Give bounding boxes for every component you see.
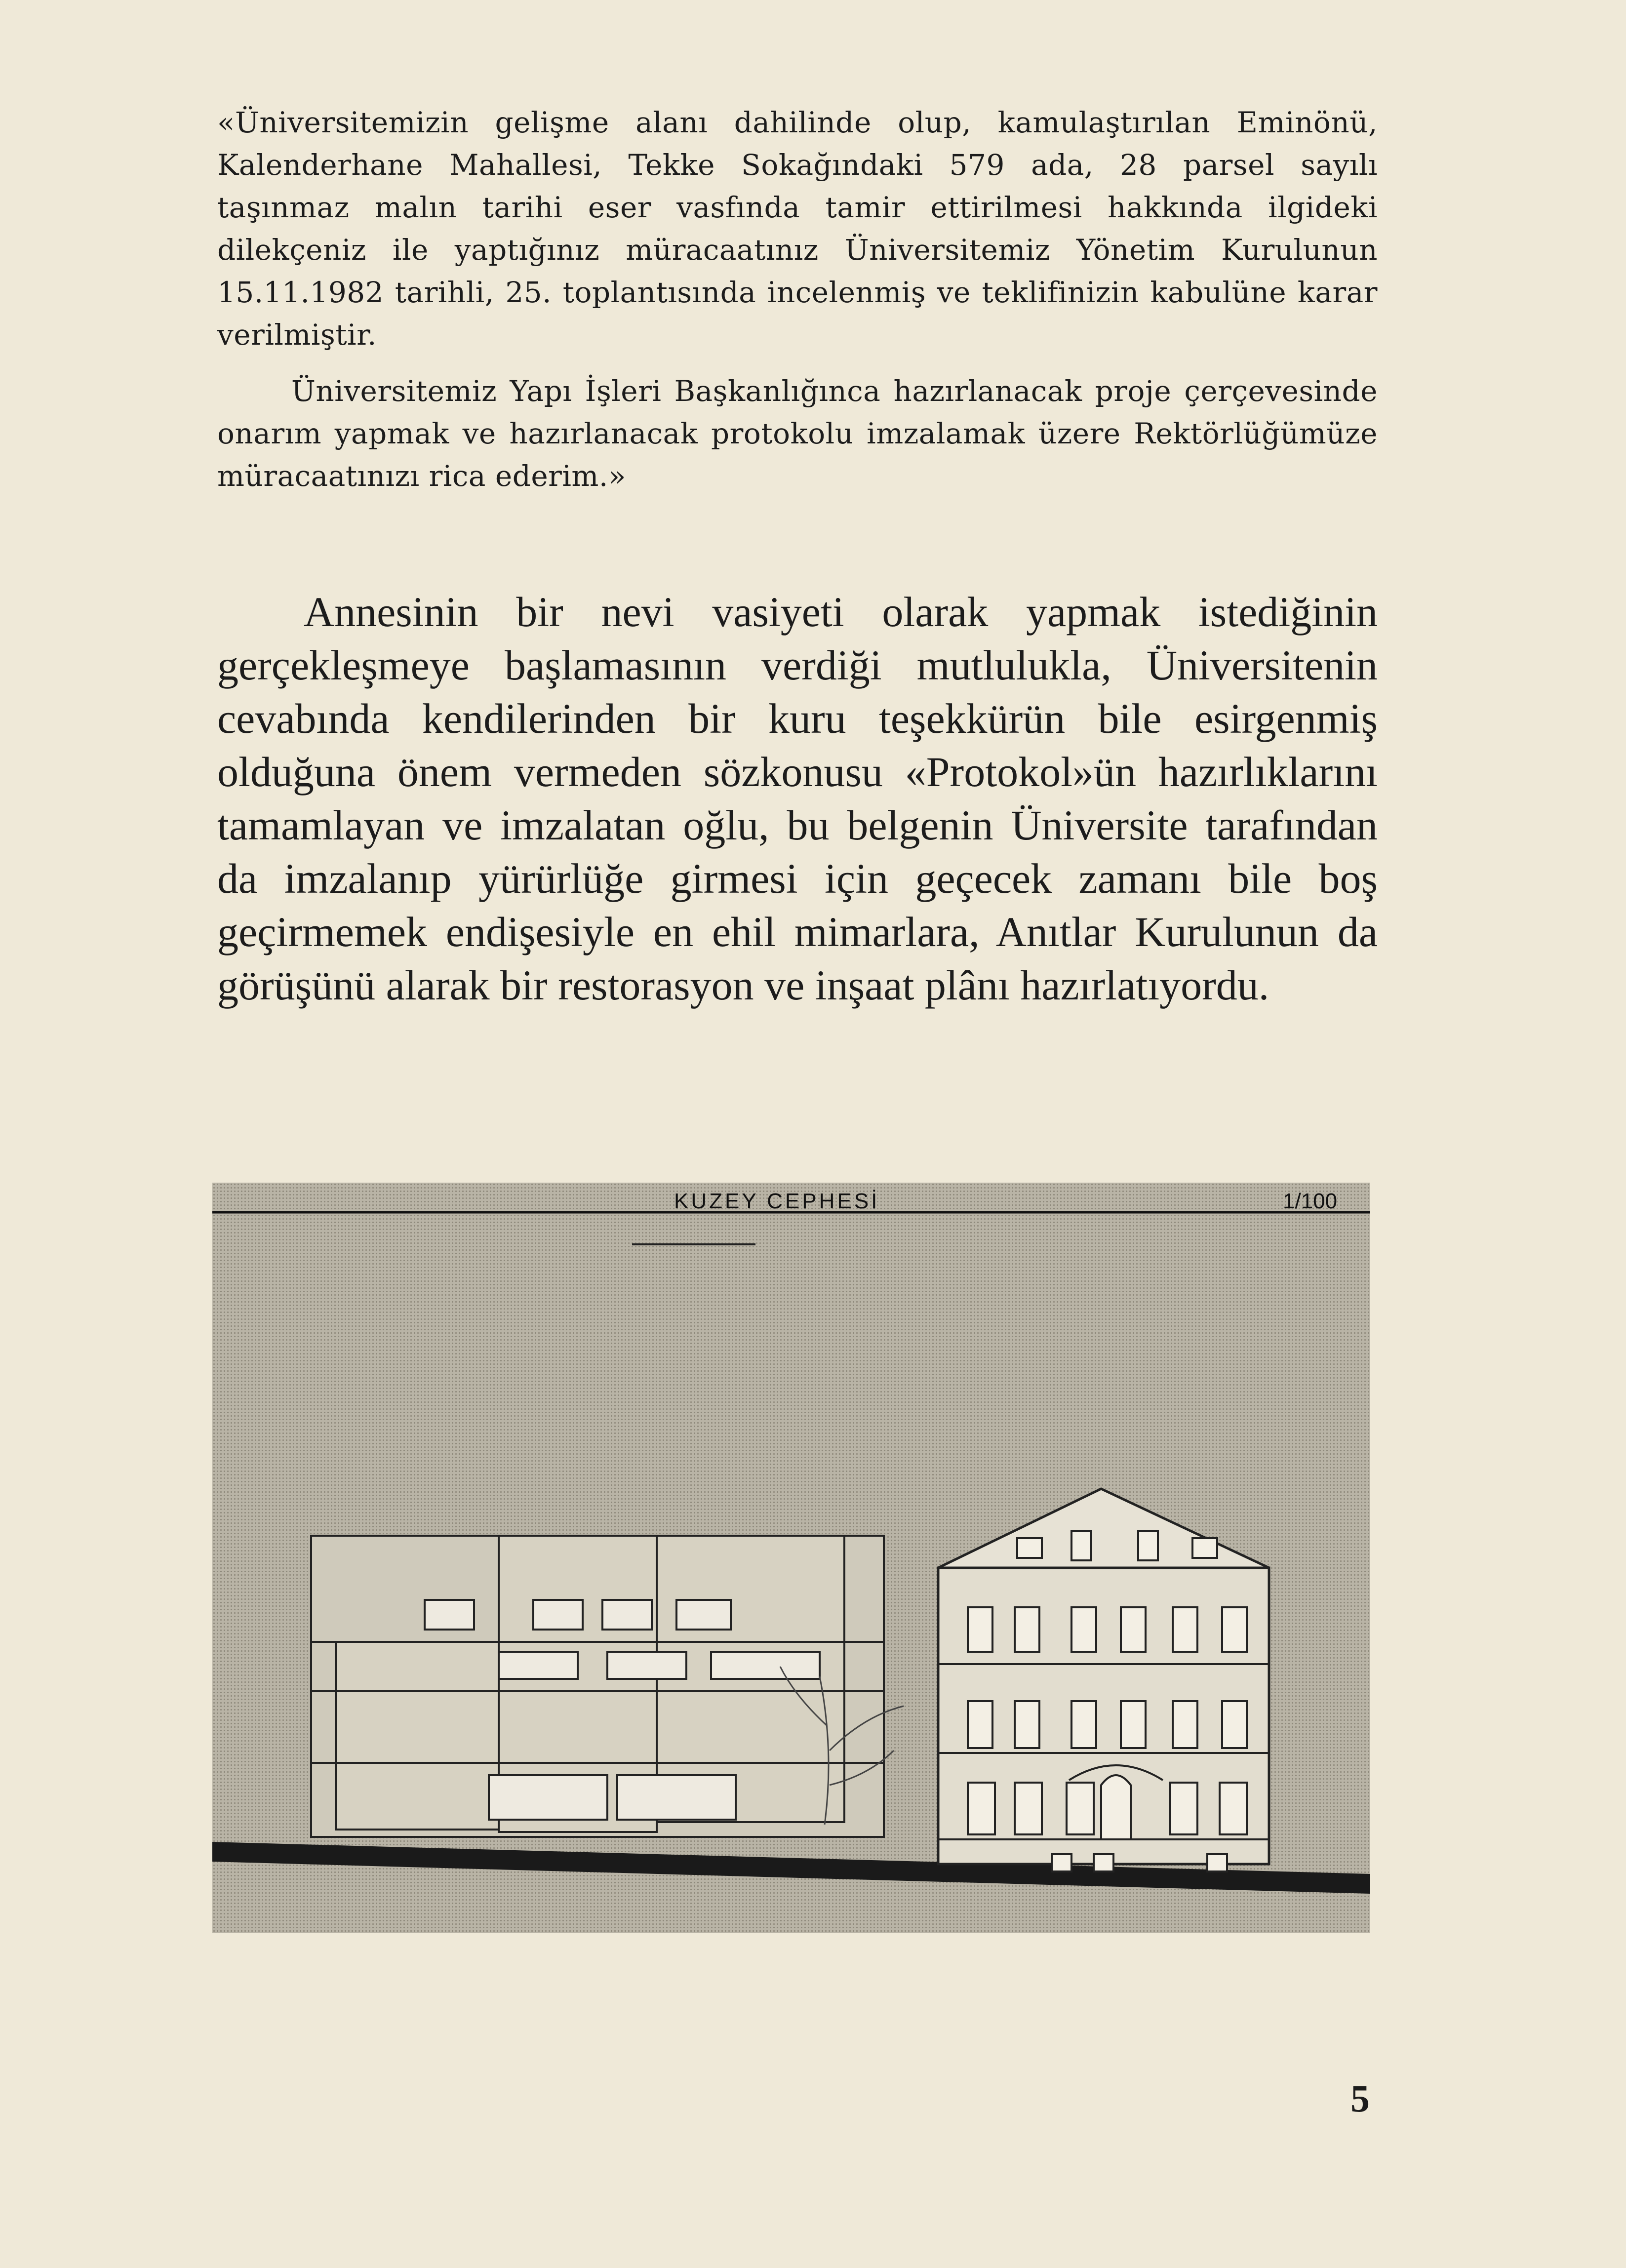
page-number: 5 bbox=[1350, 2077, 1370, 2120]
facade-elevation-illustration bbox=[212, 1183, 1370, 1933]
main-paragraph: Annesinin bir nevi vasiyeti olarak yapmak istediğinin gerçekleşmeye başlamasının verdiği mutlulukla, Üniversitenin cevabında kendilerinden bir kuru teşekkürün bile esirgenmiş olduğuna önem vermeden sözkonusu «Protokol»ün hazırlıklarını tamamlayan ve imzalatan oğlu, bu belgenin Üniversite tarafından da imzalanıp yürürlüğe girmesi için geçecek zamanı bile boş geçirmemek endişesiyle en ehil mimarlara, Anıtlar Kurulunun da görüşünü alarak bir restorasyon ve inşaat plânı hazırlatıyordu. bbox=[217, 588, 1378, 1009]
main-text bbox=[217, 585, 1378, 1012]
quote-paragraph-2: Üniversitemiz Yapı İşleri Başkanlığınca hazırlanacak proje çerçevesinde onarım yapmak ve hazırlanacak protokolu imzalamak üzere Rektörlüğümüze müracaatınızı rica ederim.» bbox=[217, 374, 1378, 493]
figure-scale: 1/100 bbox=[1283, 1189, 1338, 1213]
quoted-letter bbox=[217, 101, 1378, 497]
figure-title: KUZEY CEPHESİ bbox=[674, 1189, 880, 1213]
quote-paragraph-1: «Üniversitemizin gelişme alanı dahilinde olup, kamulaştırılan Eminönü, Kalenderhane Mahallesi, Tekke Sokağındaki 579 ada, 28 parsel sayılı taşınmaz malın tarihi eser vasfında tamir ettirilmesi hakkında ilgideki dilekçeniz ile yaptığınız müracaatınız Üniversitemiz Yönetim Kurulunun 15.11.1982 tarihli, 25. toplantısında incelenmiş ve teklifinizin kabulüne karar verilmiştir. bbox=[217, 106, 1378, 352]
north-facade-drawing bbox=[212, 1183, 1370, 1933]
